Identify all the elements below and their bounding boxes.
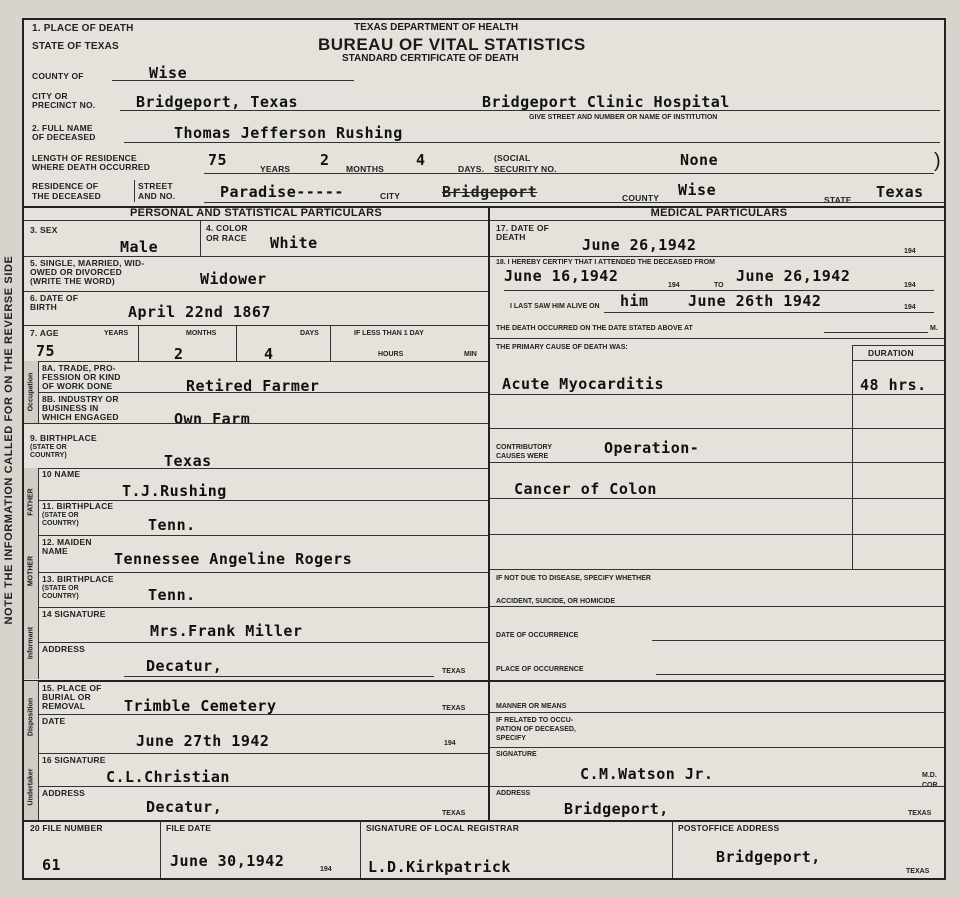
attended-to-value: June 26,1942 [736,267,851,285]
occurrence-place-label: PLACE OF OCCURRENCE [496,666,584,673]
birthplace-label-3: COUNTRY) [30,452,67,459]
marital-label-2: OWED OR DIVORCED [30,267,122,277]
last-saw-value: June 26th 1942 [688,292,822,310]
age-less-label: IF LESS THAN 1 DAY [354,330,424,337]
certify-label: 18. I HEREBY CERTIFY THAT I ATTENDED THE DECEASED FROM [496,259,715,266]
sex-value: Male [120,238,159,256]
postoffice-value: Bridgeport, [716,848,821,866]
undertaker-addr-label: ADDRESS [42,788,85,798]
street-label-2: AND NO. [138,191,176,201]
social-label-2: SECURITY NO. [494,164,557,174]
social-paren: ) [934,150,941,172]
full-name-label-1: 2. FULL NAME [32,123,93,133]
age-label: 7. AGE [30,328,59,338]
color-label-1: 4. COLOR [206,223,248,233]
age-days-label: DAYS [300,330,319,337]
department-title: TEXAS DEPARTMENT OF HEALTH [354,22,519,33]
months-label: MONTHS [346,164,385,174]
place-of-death-label: 1. PLACE OF DEATH [32,23,134,34]
years-value: 75 [208,151,228,169]
dod-value: June 26,1942 [582,236,697,254]
informant-texas: TEXAS [442,668,466,675]
informant-addr-label: ADDRESS [42,644,85,654]
mother-name-label-1: 12. MAIDEN [42,537,92,547]
county-label: COUNTY OF [32,71,84,81]
trade-label-3: OF WORK DONE [42,381,113,391]
contrib-2-value: Cancer of Colon [514,480,657,498]
duration-label: DURATION [868,348,914,358]
trade-value: Retired Farmer [186,377,320,395]
color-value: White [270,234,318,252]
residence-length-label-1: LENGTH OF RESIDENCE [32,153,137,163]
attended-from-value: June 16,1942 [504,267,619,285]
contrib-label-2: CAUSES WERE [496,453,549,460]
undertaker-texas: TEXAS [442,810,466,817]
file-date-label: FILE DATE [166,823,212,833]
institution-note: GIVE STREET AND NUMBER OR NAME OF INSTITUTION [529,114,718,121]
industry-label-1: 8B. INDUSTRY OR [42,394,119,404]
sex-label: 3. SEX [30,225,58,235]
father-tab: FATHER [24,468,39,535]
state-label: STATE [824,195,852,205]
industry-label-2: BUSINESS IN [42,403,99,413]
physician-sig-label: SIGNATURE [496,751,537,758]
burial-date-value: June 27th 1942 [136,732,270,750]
occurred-label: THE DEATH OCCURRED ON THE DATE STATED ABOVE AT [496,325,693,332]
years-label: YEARS [260,164,291,174]
file-date-value: June 30,1942 [170,852,285,870]
postoffice-texas: TEXAS [906,868,930,875]
industry-label-3: WHICH ENGAGED [42,412,119,422]
side-note [0,180,18,700]
street-value: Paradise----- [220,183,344,201]
street-label-1: STREET [138,181,173,191]
mother-bp-label-1: 13. BIRTHPLACE [42,574,114,584]
to-label: TO [714,282,724,289]
related-label-3: SPECIFY [496,735,526,742]
physician-addr-value: Bridgeport, [564,800,669,818]
informant-tab: Informant [24,607,39,679]
contrib-label-1: CONTRIBUTORY [496,444,552,451]
father-bp-value: Tenn. [148,516,196,534]
age-days-value: 4 [264,345,274,363]
city2-value: Bridgeport [442,183,538,201]
burial-label-2: BURIAL OR [42,692,91,702]
undertaker-sig-label: 16 SIGNATURE [42,755,106,765]
days-label: DAYS. [458,164,485,174]
contrib-1-value: Operation- [604,439,700,457]
file-number-label: 20 FILE NUMBER [30,823,103,833]
months-value: 2 [320,151,330,169]
trade-label-1: 8A. TRADE, PRO- [42,363,116,373]
primary-cause-value: Acute Myocarditis [502,375,665,393]
mother-tab: MOTHER [24,535,39,607]
city-label-2: PRECINCT NO. [32,100,96,110]
physician-texas: TEXAS [908,810,932,817]
informant-value: Mrs.Frank Miller [150,622,303,640]
birthplace-label-2: (STATE OR [30,444,67,451]
age-min-label: MIN [464,351,477,358]
mother-bp-label-3: COUNTRY) [42,593,79,600]
age-years-label: YEARS [104,330,129,337]
marital-label-3: (WRITE THE WORD) [30,276,115,286]
informant-addr-value: Decatur, [146,657,223,675]
undertaker-addr-value: Decatur, [146,798,223,816]
father-bp-label-1: 11. BIRTHPLACE [42,501,114,511]
city-label-1: CITY OR [32,91,68,101]
accident-label: ACCIDENT, SUICIDE, OR HOMICIDE [496,598,616,605]
city2-label: CITY [380,191,401,201]
burial-label-3: REMOVAL [42,701,86,711]
mother-bp-value: Tenn. [148,586,196,604]
primary-label: THE PRIMARY CAUSE OF DEATH WAS: [496,344,628,351]
certificate-title: STANDARD CERTIFICATE OF DEATH [342,53,519,64]
postoffice-label: POSTOFFICE ADDRESS [678,823,780,833]
burial-value: Trimble Cemetery [124,697,277,715]
file-date-year: 194 [320,866,332,873]
full-name-value: Thomas Jefferson Rushing [174,124,403,142]
county-value: Wise [149,64,188,82]
registrar-value: L.D.Kirkpatrick [368,858,511,876]
md-label: M.D. [922,772,937,779]
birthplace-label-1: 9. BIRTHPLACE [30,433,97,443]
age-months-value: 2 [174,345,184,363]
father-name-label: 10 NAME [42,469,81,479]
cor-label: COR. [922,782,940,789]
undertaker-tab: Undertaker [24,753,39,820]
occurrence-date-label: DATE OF OCCURRENCE [496,632,579,639]
trade-label-2: FESSION OR KIND [42,372,121,382]
state-of-texas-label: STATE OF TEXAS [32,41,119,52]
state-value: Texas [876,183,924,201]
dob-label-1: 6. DATE OF [30,293,79,303]
county2-label: COUNTY [622,193,660,203]
full-name-label-2: OF DECEASED [32,132,96,142]
dob-label-2: BIRTH [30,302,57,312]
related-label-1: IF RELATED TO OCCU- [496,717,574,724]
informant-sig-label: 14 SIGNATURE [42,609,106,619]
age-years-value: 75 [36,342,56,360]
institution-value: Bridgeport Clinic Hospital [482,93,730,111]
burial-texas: TEXAS [442,705,466,712]
father-name-value: T.J.Rushing [122,482,227,500]
father-bp-label-3: COUNTRY) [42,520,79,527]
burial-year-suffix: 194 [444,740,456,747]
side-note-text: NOTE THE INFORMATION CALLED FOR ON THE REVERSE SIDE [3,255,15,625]
section-personal: PERSONAL AND STATISTICAL PARTICULARS [130,207,382,219]
residence-length-label-2: WHERE DEATH OCCURRED [32,162,151,172]
bureau-title: BUREAU OF VITAL STATISTICS [318,35,586,54]
file-number-value: 61 [42,856,62,874]
res-label-1: RESIDENCE OF [32,181,99,191]
social-value: None [680,151,719,169]
section-medical: MEDICAL PARTICULARS [650,207,788,219]
dod-year-suffix: 194 [904,248,916,255]
last-saw-him: him [620,292,649,310]
occupation-tab: Occupation [24,361,39,423]
color-label-2: OR RACE [206,233,247,243]
attended-from-year: 194 [668,282,680,289]
burial-date-label: DATE [42,716,66,726]
days-value: 4 [416,151,426,169]
related-label-2: PATION OF DECEASED, [496,726,576,733]
birthplace-value: Texas [164,452,212,470]
attended-to-year: 194 [904,282,916,289]
burial-label-1: 15. PLACE OF [42,683,102,693]
not-disease-label: IF NOT DUE TO DISEASE, SPECIFY WHETHER [496,575,651,582]
social-label-1: (SOCIAL [494,153,531,163]
physician-value: C.M.Watson Jr. [580,765,714,783]
manner-label: MANNER OR MEANS [496,703,567,710]
industry-value: Own Farm [174,410,251,428]
marital-label-1: 5. SINGLE, MARRIED, WID- [30,258,145,268]
father-bp-label-2: (STATE OR [42,512,79,519]
county2-value: Wise [678,181,717,199]
registrar-label: SIGNATURE OF LOCAL REGISTRAR [366,823,520,833]
res-label-2: THE DECEASED [32,191,101,201]
age-hours-label: HOURS [378,351,404,358]
age-months-label: MONTHS [186,330,217,337]
occurred-m: M. [930,325,938,332]
mother-name-label-2: NAME [42,546,68,556]
death-certificate [22,18,946,880]
undertaker-value: C.L.Christian [106,768,230,786]
duration-value: 48 hrs. [860,376,927,394]
last-saw-year: 194 [904,304,916,311]
mother-bp-label-2: (STATE OR [42,585,79,592]
disposition-tab: Disposition [24,681,39,753]
physician-addr-label: ADDRESS [496,790,531,797]
city-value: Bridgeport, Texas [136,93,299,111]
dob-value: April 22nd 1867 [128,303,271,321]
dod-label-1: 17. DATE OF [496,223,550,233]
marital-value: Widower [200,270,267,288]
last-saw-label: I LAST SAW HIM ALIVE ON [510,303,600,310]
dod-label-2: DEATH [496,232,526,242]
mother-name-value: Tennessee Angeline Rogers [114,550,353,568]
